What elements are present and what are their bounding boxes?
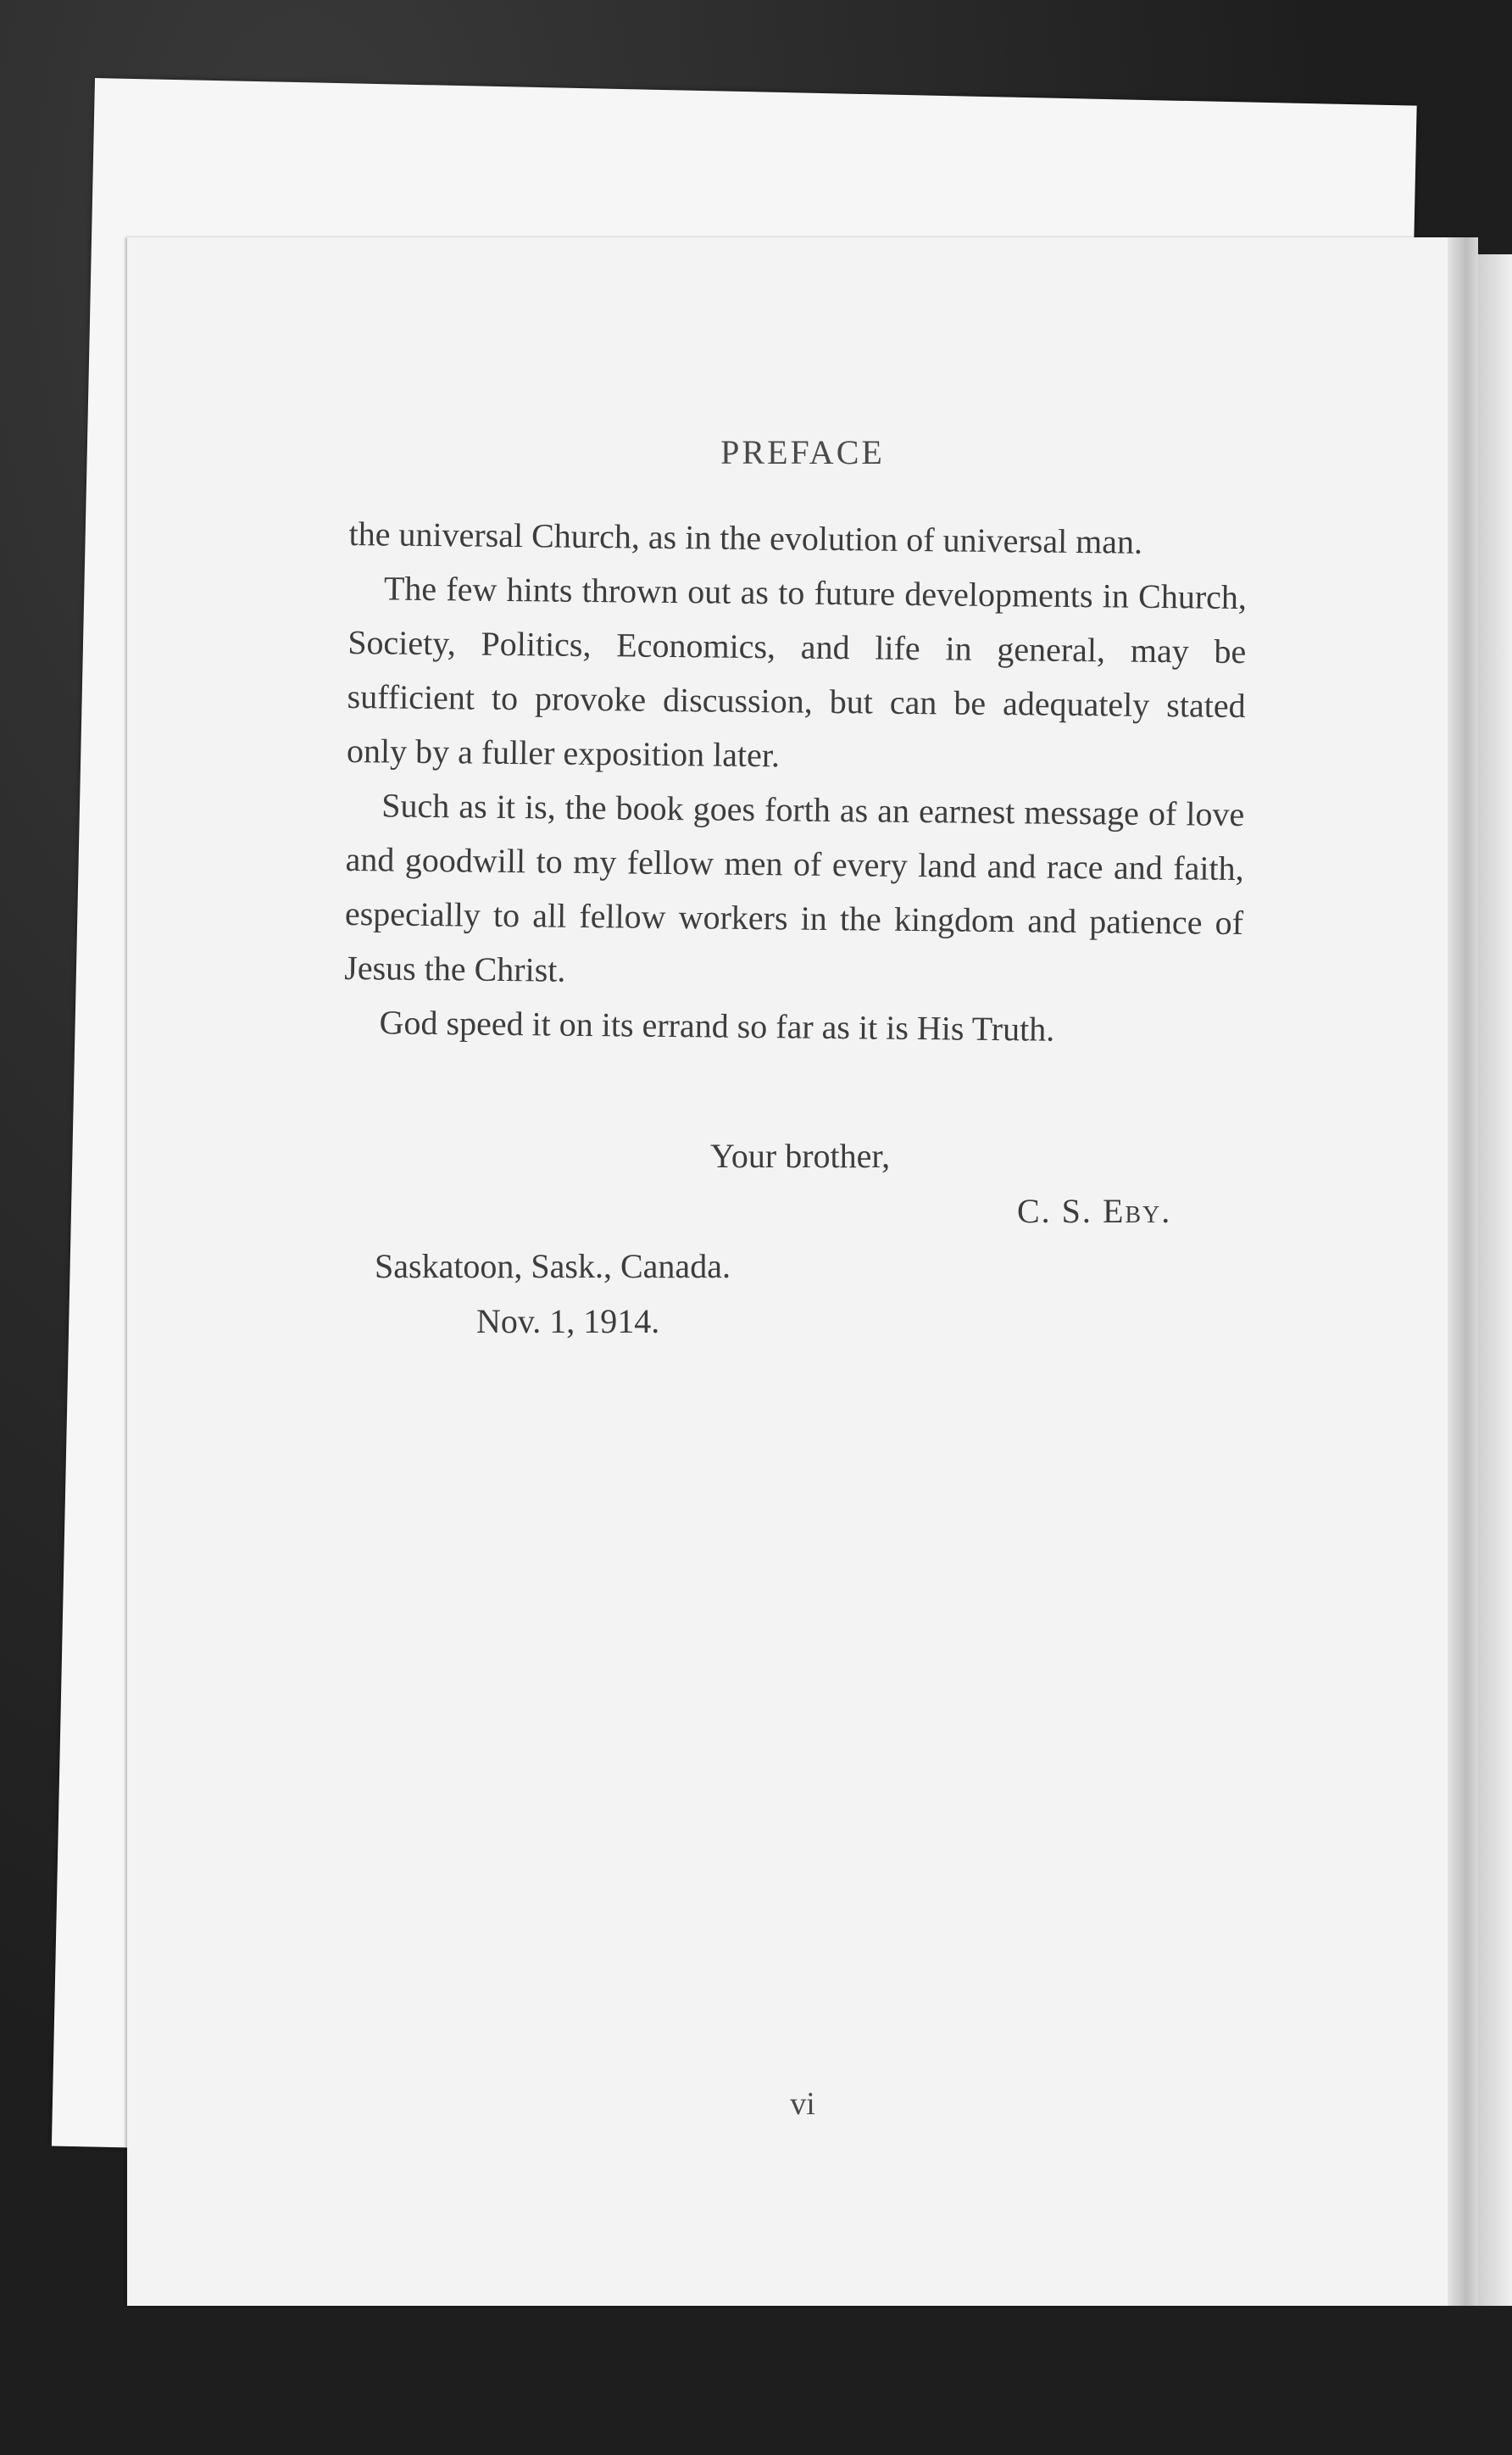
page-gutter <box>1448 237 1478 2306</box>
paragraph: Such as it is, the book goes forth as an earnest message of love and goodwill to my fellow men of every land and race and faith, especially to all fellow workers in the kingdom and patience of Jesus the Christ. <box>344 786 1245 989</box>
closing-salutation: Your brother, <box>710 1137 891 1175</box>
page-number: vi <box>790 2086 815 2122</box>
paragraph-continuation: the universal Church, as in the evolution of universal man. <box>348 514 1143 561</box>
signature-surname: Eby. <box>1102 1192 1172 1230</box>
author-signature <box>1017 1191 1171 1231</box>
paragraph: The few hints thrown out as to future developments in Church, Society, Politics, Economics, and life in general, may be sufficient to provoke discussion, but can be adequately stated only by a fuller exposition later. <box>346 569 1248 775</box>
place-line: Saskatoon, Sask., Canada. <box>375 1247 731 1285</box>
preface-body <box>343 507 1248 1059</box>
signature-initials: C. S. <box>1017 1192 1092 1230</box>
running-head: PREFACE <box>720 433 885 471</box>
date-line: Nov. 1, 1914. <box>476 1302 660 1340</box>
facing-page-edge <box>1478 254 1512 2306</box>
book-page <box>127 237 1478 2306</box>
paragraph: God speed it on its errand so far as it is His Truth. <box>379 1003 1055 1049</box>
